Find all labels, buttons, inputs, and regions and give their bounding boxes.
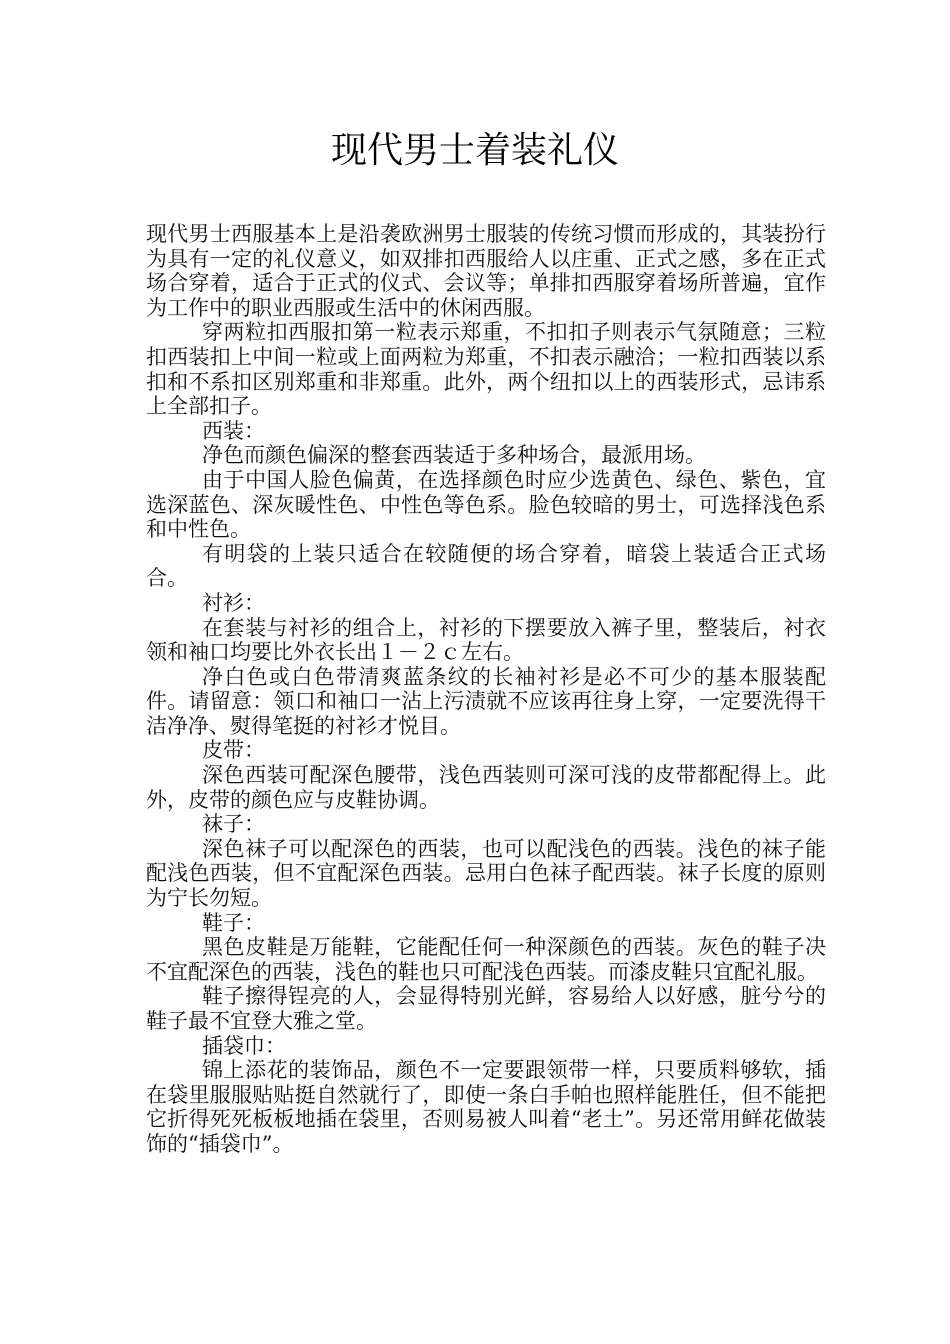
- section-heading-pocket-square: 插袋巾：: [202, 1033, 286, 1058]
- section-heading-shoes: 鞋子：: [202, 910, 265, 935]
- paragraph-suit-pockets: 有明袋的上装只适合在较随便的场合穿着，暗袋上装适合正式场合。: [146, 541, 826, 591]
- document-title: 现代男士着装礼仪: [330, 130, 619, 171]
- paragraph-belt: 深色西装可配深色腰带，浅色西装则可深可浅的皮带都配得上。此外，皮带的颜色应与皮鞋协调。: [146, 763, 826, 812]
- paragraph-shoes-color: 黑色皮鞋是万能鞋，它能配任何一种深颜色的西装。灰色的鞋子决不宜配深色的西装，浅色的鞋也只可配浅色西装。而漆皮鞋只宜配礼服。: [146, 935, 826, 984]
- section-heading-belt: 皮带：: [202, 738, 265, 763]
- section-heading-suit: 西装：: [202, 418, 265, 443]
- paragraph-intro: 现代男士西服基本上是沿袭欧洲男士服装的传统习惯而形成的，其装扮行为具有一定的礼仪意义，如双排扣西服给人以庄重、正式之感，多在正式场合穿着，适合于正式的仪式、会议等；单排扣西服穿着场所普遍，宜作为工作中的职业西服或生活中的休闲西服。: [146, 222, 826, 320]
- paragraph-buttons: 穿两粒扣西服扣第一粒表示郑重，不扣扣子则表示气氛随意；三粒扣西装扣上中间一粒或上面两粒为郑重，不扣表示融洽；一粒扣西装以系扣和不系扣区别郑重和非郑重。此外，两个纽扣以上的西装形式，忌讳系上全部扣子。: [146, 320, 826, 419]
- paragraph-socks: 深色袜子可以配深色的西装，也可以配浅色的西装。浅色的袜子能配浅色西装，但不宜配深色西装。忌用白色袜子配西装。袜子长度的原则为宁长勿短。: [146, 836, 826, 911]
- paragraph-shirt-fit: 在套装与衬衫的组合上，衬衫的下摆要放入裤子里，整装后，衬衣领和袖口均要比外衣长出１－２ｃ左右。: [146, 615, 826, 665]
- paragraph-suit-color: 净色而颜色偏深的整套西装适于多种场合，最派用场。: [202, 443, 706, 468]
- document-body: [146, 222, 826, 1157]
- section-heading-shirt: 衬衫：: [202, 590, 265, 615]
- section-heading-socks: 袜子：: [202, 812, 265, 837]
- paragraph-shirt-color: 净白色或白色带清爽蓝条纹的长袖衬衫是必不可少的基本服装配件。请留意：领口和袖口一沾上污渍就不应该再往身上穿，一定要洗得干洁净净、熨得笔挺的衬衫才悦目。: [146, 664, 826, 738]
- paragraph-pocket-square: 锦上添花的装饰品，颜色不一定要跟领带一样，只要质料够软，插在袋里服服贴贴挺自然就行了，即使一条白手帕也照样能胜任，但不能把它折得死死板板地插在袋里，否则易被人叫着“老土”。另还常用鲜花做装饰的“插袋巾”。: [146, 1058, 826, 1156]
- paragraph-suit-complexion: 由于中国人脸色偏黄，在选择颜色时应少选黄色、绿色、紫色，宜选深蓝色、深灰暖性色、中性色等色系。脸色较暗的男士，可选择浅色系和中性色。: [146, 467, 826, 542]
- paragraph-shoes-shine: 鞋子擦得锃亮的人，会显得特别光鲜，容易给人以好感，脏兮兮的鞋子最不宜登大雅之堂。: [146, 984, 826, 1033]
